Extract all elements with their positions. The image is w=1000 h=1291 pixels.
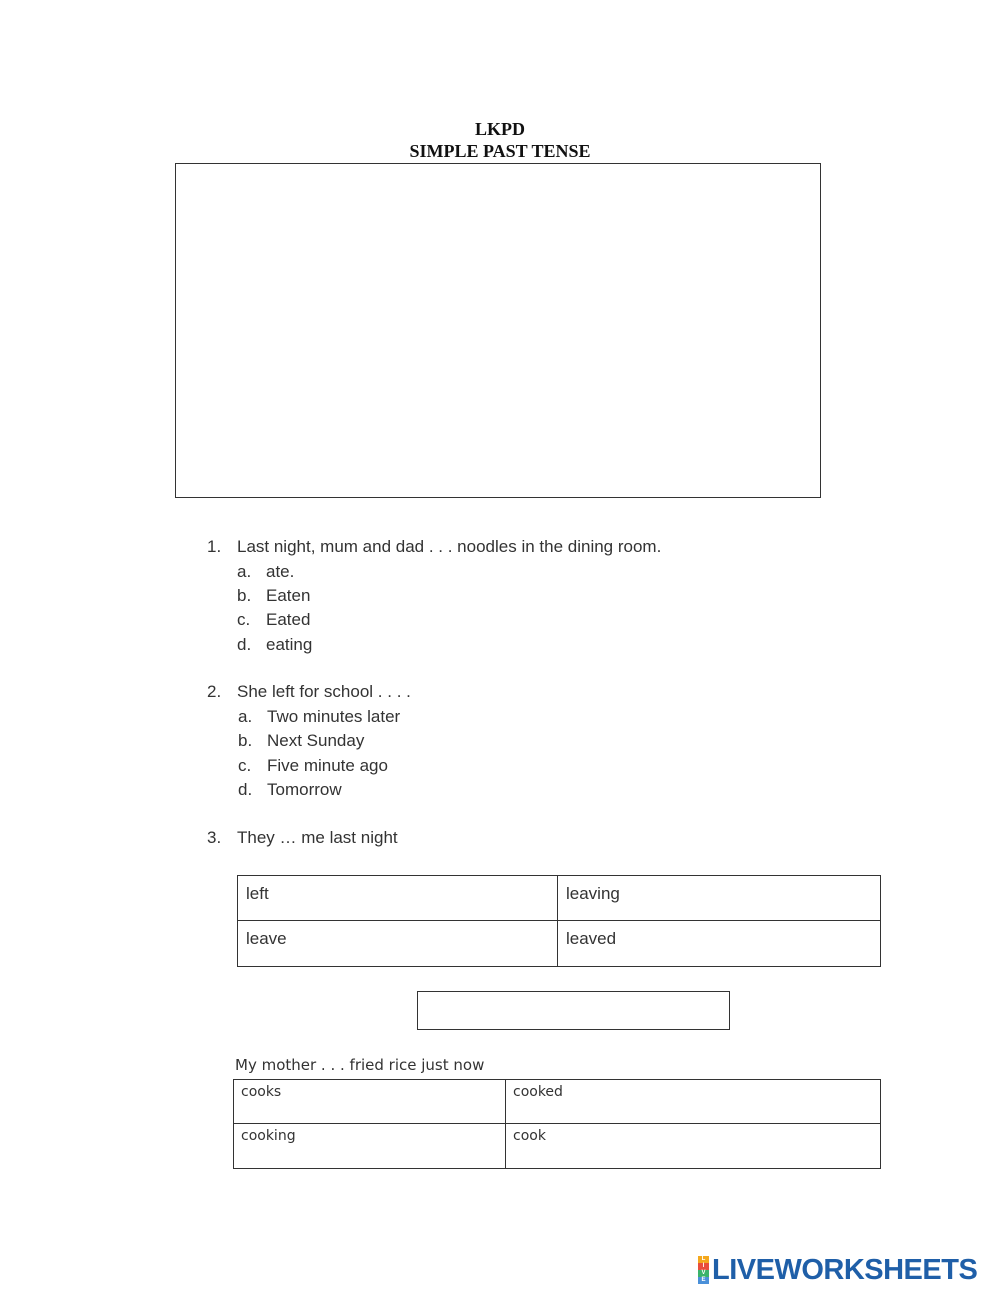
image-placeholder-box (175, 163, 821, 498)
option-b[interactable]: Next Sunday (267, 731, 365, 750)
worksheet-title: LKPD (474, 119, 525, 139)
question-text: They … me last night (237, 828, 398, 847)
question-text: She left for school . . . . (237, 682, 411, 701)
answer-cell[interactable]: left (238, 876, 558, 921)
option-a[interactable]: ate. (266, 562, 295, 581)
logo-badge-icon: L I V E (698, 1256, 709, 1284)
answer-cell[interactable]: leaved (558, 921, 881, 967)
question-text: My mother . . . fried rice just now (235, 1056, 485, 1074)
option-b[interactable]: Eaten (266, 586, 311, 605)
option-letter: a. (238, 707, 253, 726)
option-a[interactable]: Two minutes later (267, 707, 401, 726)
question-text: Last night, mum and dad . . . noodles in the dining room. (237, 537, 662, 556)
answer-table (237, 875, 881, 967)
option-letter: a. (237, 562, 252, 581)
option-letter: c. (237, 610, 251, 629)
option-d[interactable]: eating (266, 635, 313, 654)
answer-cell[interactable]: cook (506, 1124, 881, 1169)
question-number: 2. (207, 682, 222, 701)
option-c[interactable]: Five minute ago (267, 756, 388, 775)
worksheet-subtitle: SIMPLE PAST TENSE (409, 141, 591, 161)
answer-cell[interactable]: leave (238, 921, 558, 967)
answer-table (233, 1079, 881, 1169)
answer-drop-box[interactable] (417, 991, 730, 1030)
question-number: 1. (207, 537, 222, 556)
answer-cell[interactable]: cooked (506, 1080, 881, 1124)
option-d[interactable]: Tomorrow (267, 780, 342, 799)
answer-cell[interactable]: cooking (234, 1124, 506, 1169)
answer-cell[interactable]: cooks (234, 1080, 506, 1124)
option-letter: d. (237, 635, 252, 654)
answer-cell[interactable]: leaving (558, 876, 881, 921)
option-letter: b. (237, 586, 252, 605)
liveworksheets-logo (698, 1255, 977, 1285)
option-letter: b. (238, 731, 253, 750)
option-c[interactable]: Eated (266, 610, 311, 629)
option-letter: c. (238, 756, 252, 775)
logo-text: LIVEWORKSHEETS (712, 1253, 978, 1286)
option-letter: d. (238, 780, 253, 799)
question-number: 3. (207, 828, 222, 847)
